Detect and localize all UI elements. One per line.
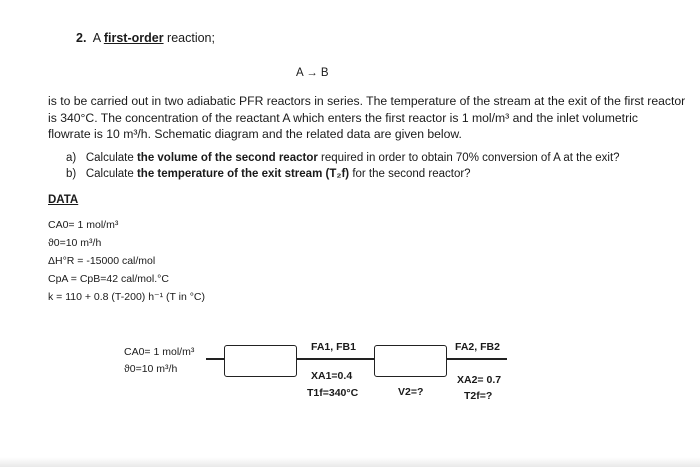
part-a-post: required in order to obtain 70% conversion of A at the exit?: [317, 152, 620, 164]
reactor-1: [224, 345, 297, 377]
data-item-v0: ϑ0=10 m³/h: [48, 237, 102, 249]
description-line-3: flowrate is 10 m³/h. Schematic diagram and the related data are given below.: [48, 127, 462, 141]
data-heading: DATA: [48, 194, 79, 206]
data-item-k: k = 110 + 0.8 (T-200) h⁻¹ (T in °C): [48, 291, 205, 303]
problem-description: [48, 93, 686, 143]
part-b: [66, 168, 471, 180]
outlet-line: [447, 358, 507, 360]
part-a: [66, 152, 620, 164]
page-bottom-shadow: [0, 457, 700, 467]
description-line-1: is to be carried out in two adiabatic PFR reactors in series. The temperature of the stream at the exit of the first reactor: [48, 94, 686, 108]
part-a-pre: Calculate: [85, 152, 137, 164]
connector-line-1: [297, 358, 374, 360]
stream-2-flows: FA2, FB2: [455, 341, 500, 353]
reactor-2-volume: V2=?: [398, 386, 424, 398]
data-item-dhr: ΔH°R = -15000 cal/mol: [48, 255, 156, 267]
question-number: 2.: [76, 31, 87, 45]
reactor-2: [374, 345, 447, 377]
part-a-bold: the volume of the second reactor: [136, 152, 318, 164]
stream-1-temperature: T1f=340°C: [307, 387, 359, 399]
part-a-marker: a): [66, 152, 77, 164]
stream-2-temperature: T2f=?: [464, 390, 493, 402]
stream-1-flows: FA1, FB1: [311, 341, 356, 353]
data-item-cp: CpA = CpB=42 cal/mol.°C: [48, 273, 169, 285]
title-first-order: first-order: [103, 31, 164, 45]
part-b-marker: b): [66, 168, 77, 180]
stream-2-conversion: XA2= 0.7: [457, 374, 502, 386]
title-prefix: A: [92, 31, 104, 45]
question-header: [76, 31, 215, 45]
reaction-equation: A → B: [296, 67, 329, 79]
description-line-2: is 340°C. The concentration of the reactant A which enters the first reactor is 1 mol/m³ and the inlet volumetric: [48, 110, 638, 125]
inlet-flowrate: ϑ0=10 m³/h: [124, 363, 178, 375]
part-b-pre: Calculate: [85, 168, 137, 180]
inlet-line: [206, 358, 225, 360]
inlet-concentration: CA0= 1 mol/m³: [124, 346, 195, 358]
stream-1-conversion: XA1=0.4: [311, 370, 353, 382]
part-b-bold: the temperature of the exit stream (T₂f): [136, 168, 350, 180]
title-suffix: reaction;: [163, 31, 215, 45]
data-item-ca0: CA0= 1 mol/m³: [48, 219, 119, 231]
part-b-post: for the second reactor?: [349, 168, 471, 180]
